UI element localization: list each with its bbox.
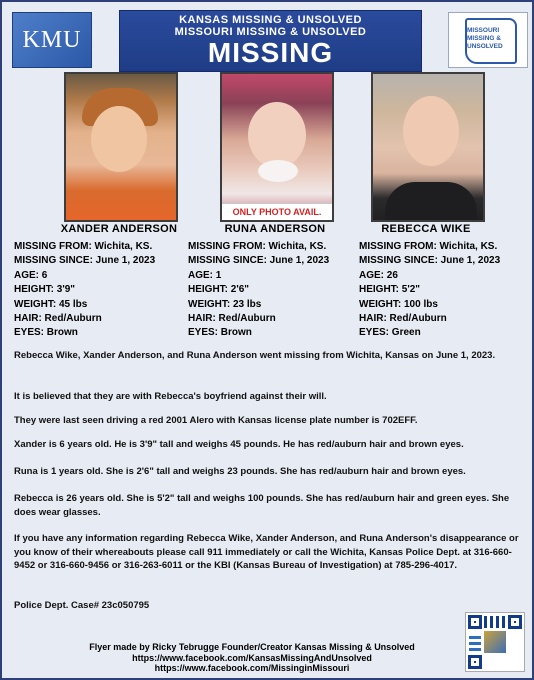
name-runa-anderson: RUNA ANDERSON	[224, 223, 326, 235]
missouri-logo	[448, 12, 528, 68]
banner-line-missouri: MISSOURI MISSING & UNSOLVED	[174, 26, 367, 38]
paragraph-xander: Xander is 6 years old. He is 3'9" tall and weighs 45 pounds. He has red/auburn hair and brown eyes.	[14, 439, 464, 450]
eyes: EYES: Green	[359, 327, 421, 339]
header-banner	[119, 10, 422, 72]
facebook-link-kansas[interactable]: https://www.facebook.com/KansasMissingAndUnsolved	[132, 652, 372, 663]
height: HEIGHT: 3'9"	[14, 284, 76, 296]
photo-rebecca-wike	[371, 72, 485, 222]
info-rebecca-wike	[359, 240, 534, 341]
photo-xander-anderson	[64, 72, 178, 222]
paragraph-runa: Runa is 1 years old. She is 2'6" tall and weighs 23 pounds. She has red/auburn hair and brown eyes.	[14, 466, 466, 477]
paragraph-last-seen: They were last seen driving a red 2001 Alero with Kansas license plate number is 702EFF.	[14, 415, 418, 426]
police-case-number: Police Dept. Case# 23c050795	[14, 600, 150, 611]
banner-line-kansas: KANSAS MISSING & UNSOLVED	[179, 14, 362, 26]
banner-title: MISSING	[207, 37, 334, 68]
paragraph-went-missing: Rebecca Wike, Xander Anderson, and Runa Anderson went missing from Wichita, Kansas on June 1, 2023.	[14, 350, 496, 361]
missouri-logo-text: MISSOURI MISSING & UNSOLVED	[467, 27, 503, 50]
missing-since: MISSING SINCE: June 1, 2023	[359, 255, 501, 267]
only-photo-caption: ONLY PHOTO AVAIL.	[222, 203, 332, 220]
height: HEIGHT: 5'2"	[359, 284, 421, 296]
paragraph-contact-info: If you have any information regarding Rebecca Wike, Xander Anderson, and Runa Anderson's disappearance or you know of their whereabouts please call 911 immediately or call the Wichita, Kansas Police Dept. at 316-660-9452 or 316-660-9456 or 316-263-6011 or the KBI (Kansas Bureau of Investigation) at 785-296-4017.	[14, 533, 519, 571]
height: HEIGHT: 2'6"	[188, 284, 250, 296]
weight: WEIGHT: 45 lbs	[14, 298, 88, 310]
facebook-link-missouri[interactable]: https://www.facebook.com/MissinginMissouri	[154, 663, 350, 673]
missing-since: MISSING SINCE: June 1, 2023	[14, 255, 156, 267]
paragraph-rebecca: Rebecca is 26 years old. She is 5'2" tall and weighs 100 pounds. She has red/auburn hair and green eyes. She does wear glasses.	[14, 493, 510, 518]
weight: WEIGHT: 100 lbs	[359, 298, 438, 310]
photo-runa-anderson	[220, 72, 334, 222]
name-xander-anderson: XANDER ANDERSON	[60, 223, 178, 235]
missing-from: MISSING FROM: Wichita, KS.	[188, 241, 327, 252]
age: AGE: 1	[188, 269, 222, 281]
flyer-credit: Flyer made by Ricky Tebrugge Founder/Creator Kansas Missing & Unsolved	[89, 642, 415, 652]
missing-from: MISSING FROM: Wichita, KS.	[14, 241, 153, 252]
paragraph-believed: It is believed that they are with Rebecca's boyfriend against their will.	[14, 391, 327, 402]
age: AGE: 6	[14, 269, 48, 281]
flyer-footer	[62, 642, 442, 674]
qr-code-icon	[465, 612, 525, 672]
info-xander-anderson	[14, 240, 189, 341]
hair: HAIR: Red/Auburn	[359, 313, 447, 325]
info-runa-anderson	[188, 240, 363, 341]
weight: WEIGHT: 23 lbs	[188, 298, 262, 310]
eyes: EYES: Brown	[14, 327, 78, 339]
age: AGE: 26	[359, 269, 398, 281]
missing-since: MISSING SINCE: June 1, 2023	[188, 255, 330, 267]
eyes: EYES: Brown	[188, 327, 252, 339]
missing-from: MISSING FROM: Wichita, KS.	[359, 241, 498, 252]
kmu-logo: KMU	[12, 12, 92, 68]
hair: HAIR: Red/Auburn	[14, 313, 102, 325]
hair: HAIR: Red/Auburn	[188, 313, 276, 325]
name-rebecca-wike: REBECCA WIKE	[381, 223, 471, 235]
